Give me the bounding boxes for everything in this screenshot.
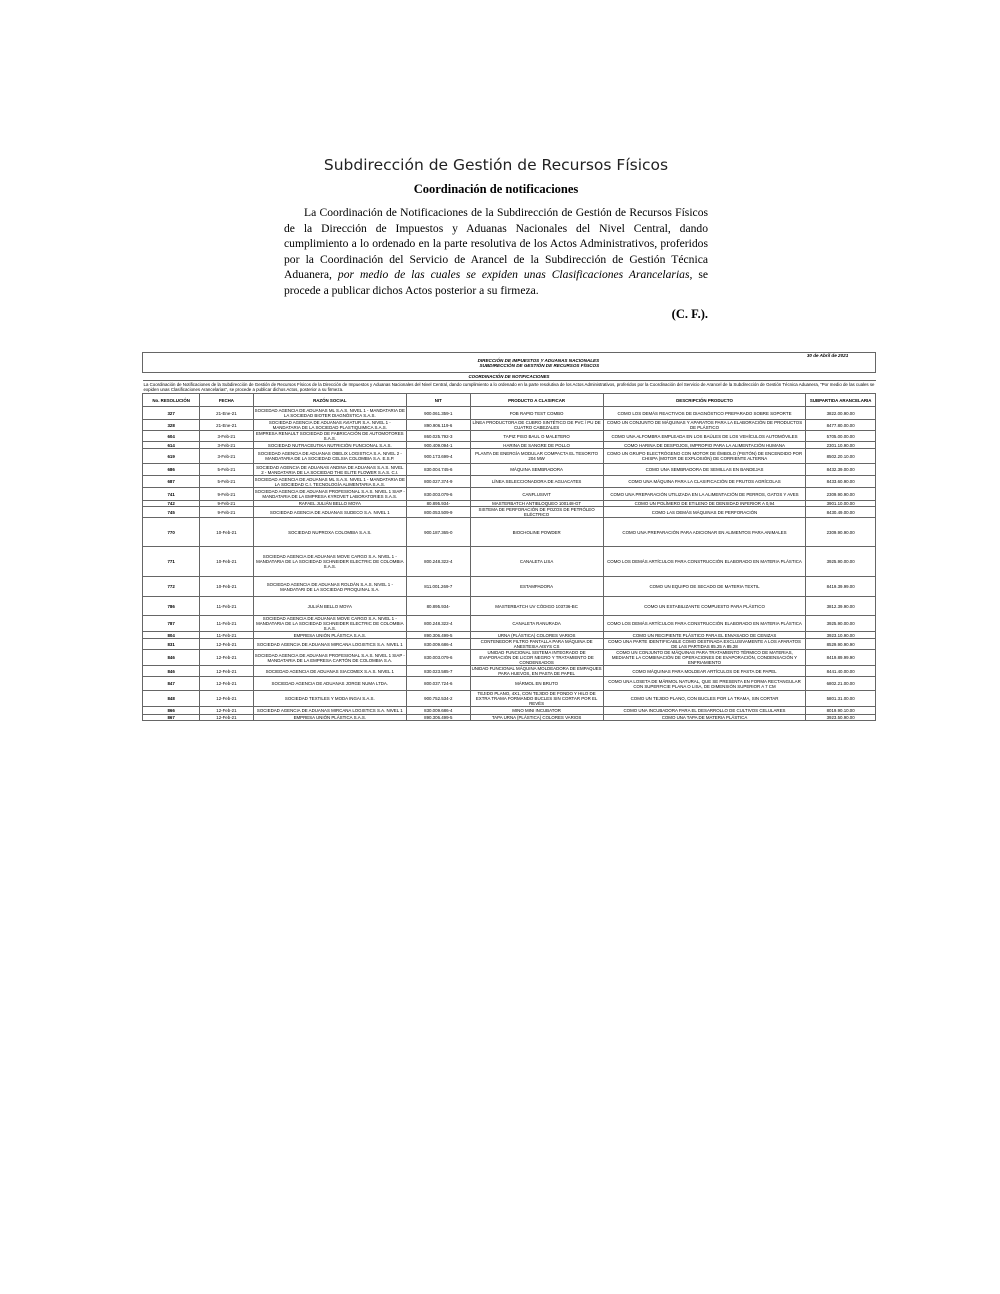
cell-company: SOCIEDAD AGENCIA DE ADUANAS MOVE CARGO S.A. NIVEL 1 - MANDATARIA DE LA SOCIEDAD SCHNEIDER ELECTRIC DE COLOMBIA S.A.S. — [253, 547, 407, 577]
header-date: FECHA — [200, 394, 253, 407]
cell-description: COMO UNA LOSETA DE MÁRMOL NATURAL, QUE SE PRESENTA EN FORMA RECTANGULAR CON SUPERFICIE PLANA O LISA, DE DIMENSIÓN SUPERIOR A 7 CM — [603, 677, 806, 691]
cell-nit: 800.053.509-9 — [407, 507, 470, 518]
cell-subheading: 8432.39.00.00 — [806, 464, 876, 476]
cell-description: COMO UNA MÁQUINA PARA LA CLASIFICACIÓN DE FRUTOS AGRÍCOLAS — [603, 476, 806, 488]
cell-product: UNIDAD FUNCIONAL MÁQUINA MOLDEADORA DE EMPAQUES PARA HUEVOS, EN PASTA DE PAPEL — [471, 666, 602, 676]
cell-date: 10-Feb-21 — [200, 518, 253, 547]
cell-subheading: 3925.90.00.00 — [806, 616, 876, 632]
cell-nit: 830.003.079-6 — [407, 650, 470, 666]
table-intro-row — [143, 381, 876, 394]
cell-company: SOCIEDAD AGENCIA DE ADUANAS MIRCANA LOGISTICS S.A. NIVEL 1 — [253, 639, 407, 650]
table-row — [143, 507, 876, 518]
cell-subheading: 8019.90.10.00 — [806, 707, 876, 715]
table-row — [143, 449, 876, 464]
cell-date: 12-Feb-21 — [200, 691, 253, 707]
cell-company: SOCIEDAD AGENCIA DE ADUANAS PROFESIONAL S.A.S. NIVEL 1 SIAP - MANDATARIA DE LA EMPRESA KYROVET LABORATORIES S.A.S. — [254, 489, 405, 499]
cell-date: 12-Feb-21 — [200, 650, 253, 666]
cell-subheading: 8419.39.99.00 — [806, 577, 876, 597]
cell-resolution: 614 — [143, 442, 200, 449]
section-title: Subdirección de Gestión de Recursos Físicos — [323, 156, 669, 174]
cell-date: 11-Feb-21 — [200, 597, 253, 616]
cell-company: SOCIEDAD NUPROXA COLOMBIA S.A.S. — [253, 518, 407, 547]
cell-subheading: 2309.90.90.00 — [806, 518, 876, 547]
paragraph-italic: por medio de las cuales se expiden unas Clasificaciones Arancelarias, — [337, 268, 693, 282]
cell-nit: 890.306.499-5 — [407, 715, 470, 721]
cell-product: FOB RAPID TEST COMBO — [470, 407, 603, 420]
table-row — [143, 420, 876, 431]
resolutions-table — [142, 352, 876, 721]
cell-nit: 900.061.359-1 — [407, 407, 470, 420]
table-subtitle: COORDINACIÓN DE NOTIFICACIONES — [143, 373, 876, 381]
cell-product: BIOCHOLINE POWDER — [470, 518, 603, 547]
cell-resolution: 867 — [143, 715, 200, 721]
cell-resolution: 846 — [143, 650, 200, 666]
cell-date: 11-Feb-21 — [200, 632, 253, 639]
cell-nit: 830.009.686-4 — [407, 639, 470, 650]
cell-subheading: 5705.00.00.00 — [806, 431, 876, 442]
cell-resolution: 846 — [143, 666, 200, 677]
cell-resolution: 804 — [143, 632, 200, 639]
cell-subheading: 3901.10.00.00 — [806, 501, 876, 507]
cell-product: CONTENEDOR FILTRO PANTALLA PARA MÁQUINA DE ANESTESIA AISYS CS — [470, 639, 603, 650]
cell-description: COMO UNA PREPARACIÓN UTILIZADA EN LA ALIMENTACIÓN DE PERROS, GATOS Y AVES — [603, 488, 806, 501]
cell-description: COMO UN RECIPIENTE PLÁSTICO PARA EL ENVASADO DE CENIZAS — [603, 632, 806, 639]
table-row — [143, 518, 876, 547]
cell-date: 12-Feb-21 — [200, 715, 253, 721]
cell-resolution: 745 — [143, 507, 200, 518]
cell-description: COMO UN POLÍMERO DE ETILENO DE DENSIDAD INFERIOR A 0,94 — [603, 501, 806, 507]
cell-product: CANALETA RANURADA — [470, 616, 603, 632]
cell-company: SOCIEDAD NUTRACEUTIKA NUTRICIÓN FUNCIONAL S.A.S. — [253, 442, 407, 449]
cell-nit: 900.173.699-4 — [407, 449, 470, 464]
table-row — [143, 666, 876, 677]
cell-date: 9-Feb-21 — [200, 501, 253, 507]
cell-product: LÍNEA SELECCIONADORA DE AGUACATES — [470, 476, 603, 488]
cell-date: 3-Feb-21 — [200, 449, 253, 464]
header-description: DESCRIPCIÓN PRODUCTO — [603, 394, 806, 407]
cell-description: COMO LAS DEMÁS MÁQUINAS DE PERFORACIÓN — [603, 507, 806, 518]
table-row — [143, 476, 876, 488]
subsection-title: Coordinación de notificaciones — [413, 182, 579, 196]
cell-subheading: 2309.90.90.00 — [806, 488, 876, 501]
cell-subheading: 3923.10.90.00 — [806, 632, 876, 639]
cell-company: SOCIEDAD AGENCIA DE ADUANAS ANDINA DE ADUANAS S.A.S. NIVEL 2 - MANDATARIA DE LA SOCIEDAD THE ELITE FLOWER S.A.S. C.I. — [253, 464, 407, 476]
header-company: RAZÓN SOCIAL — [253, 394, 407, 407]
cell-nit: 80.895.934- — [407, 501, 470, 507]
cell-company: SOCIEDAD AGENCIA DE ADUANAS SUDECO S.A. NIVEL 1 — [253, 507, 407, 518]
table-title-line2: SUBDIRECCIÓN DE GESTIÓN DE RECURSOS FÍSICOS — [479, 362, 600, 368]
cell-subheading: 8441.40.00.00 — [806, 666, 876, 677]
cell-description: COMO UN CONJUNTO DE MÁQUINAS Y APARATOS PARA LA ELABORACIÓN DE PRODUCTOS DE PLÁSTICO — [603, 420, 806, 431]
cell-date: 12-Feb-21 — [200, 639, 253, 650]
cell-product: LÍNEA PRODUCTORA DE CUBRO SINTÉTICO DE PVC / PU DE CUATRO CABEZALES — [470, 420, 603, 431]
cell-company: EMPRESA UNIÓN PLÁSTICA S.A.S. — [253, 715, 407, 721]
cell-company: RAFAEL JULIÁN BELLO MOYA — [253, 501, 407, 507]
cell-description: COMO MÁQUINAS PARA MOLDEAR ARTÍCULOS DE PASTA DE PAPEL — [603, 666, 806, 677]
cell-description: COMO HARINA DE DESPOJOS, IMPROPIO PARA LA ALIMENTACIÓN HUMANA — [603, 442, 806, 449]
cell-date: 21-Ene-21 — [200, 407, 253, 420]
cell-resolution: 327 — [143, 407, 200, 420]
table-date: 30 de Abril de 2021 — [806, 353, 876, 373]
cell-company: SOCIEDAD AGENCIA DE ADUANAS ML S.A.S. NIVEL 1 - MANDATARIA DE LA SOCIEDAD C.I. TECNOLOGÍA ALIMENTARIA S.A.S. — [254, 476, 405, 487]
cell-description: COMO UN GRUPO ELECTRÓGENO CON MOTOR DE ÉMBOLO (PISTÓN) DE ENCENDIDO POR CHISPA (MOTOR DE EXPLOSIÓN) DE CORRIENTE ALTERNA — [603, 449, 806, 464]
table-row — [143, 632, 876, 639]
cell-product: ESTAMPADORA — [470, 577, 603, 597]
cell-resolution: 619 — [143, 449, 200, 464]
paragraph-end: se procede a publicar dichos Actos posterior a su firmeza. — [284, 268, 708, 297]
cell-resolution: 687 — [143, 476, 200, 488]
table-intro: La Coordinación de Notificaciones de la Subdirección de Gestión de Recursos Físicos de la Dirección de Impuestos y Aduanas Nacionales del Nivel Central, dando cumplimiento a lo ordenado en la parte resolutiva de los Actos Administrativos, proferidos por la Coordinación del Servicio de Arancel de la Subdirección de Gestión Técnica Aduanera, "Por medio de las cuales se expiden unas Clasificaciones Arancelarias", se procede a publicar dichos Actos, posterior a su firmeza. — [143, 382, 875, 392]
cell-resolution: 686 — [143, 464, 200, 476]
table-row — [143, 577, 876, 597]
cell-company: SOCIEDAD TEXTILES Y MODA INGAI S.A.S. — [253, 691, 407, 707]
cell-company: SOCIEDAD AGENCIA DE ADUANAS MIRCANA LOGISTICS S.A. NIVEL 1 — [253, 707, 407, 715]
cell-resolution: 771 — [143, 547, 200, 577]
cell-date: 5-Feb-21 — [200, 476, 253, 488]
header-nit: NIT — [407, 394, 470, 407]
cell-nit: 890.306.499-5 — [407, 632, 470, 639]
cell-description: COMO UNA TAPA DE MATERIA PLÁSTICA — [603, 715, 806, 721]
cell-company: SOCIEDAD AGENCIA DE ADUANAS ML S.A.S. NIVEL 1 - MANDATARIA DE LA SOCIEDAD BIOTER DIAGNÓSTICA S.A.S. — [254, 408, 405, 418]
header-product: PRODUCTO A CLASIFICAR — [470, 394, 603, 407]
cell-subheading: 3925.90.00.00 — [806, 547, 876, 577]
cell-date: 12-Feb-21 — [200, 707, 253, 715]
signature: (C. F.). — [671, 306, 708, 321]
table-row — [143, 488, 876, 501]
table-row — [143, 407, 876, 420]
cell-subheading: 8529.90.90.90 — [806, 639, 876, 650]
cell-company: SOCIEDAD AGENCIA DE ADUANAS SIACOMEX S.A.S. NIVEL 1 — [253, 666, 407, 677]
cell-company: SOCIEDAD AGENCIA DE ADUANAS MOVE CARGO S.A. NIVEL 1 - MANDATARIA DE LA SOCIEDAD SCHNEIDER ELECTRIC DE COLOMBIA S.A.S. — [253, 616, 407, 632]
cell-resolution: 772 — [143, 577, 200, 597]
cell-product: MINO MINI INCUBATOR — [470, 707, 603, 715]
table-row — [143, 431, 876, 442]
cell-company: SOCIEDAD AGENCIA DE ADUANAS PROFESIONAL S.A.S. NIVEL 1 SIAP - MANDATARIA DE LA EMPRESA CARTÓN DE COLOMBIA S.A. — [253, 650, 407, 666]
table-row — [143, 597, 876, 616]
cell-product: MASTERBATCH UV CÓDIGO 103736-BC — [470, 597, 603, 616]
table-row — [143, 707, 876, 715]
table-header-row — [143, 394, 876, 407]
cell-description: COMO LOS DEMÁS ARTÍCULOS PARA CONSTRUCCIÓN ELABORADO EN MATERIA PLÁSTICA — [603, 547, 806, 577]
cell-description: COMO UN CONJUNTO DE MÁQUINAS PARA TRATAMIENTO TÉRMICO DE MATERIAS, MEDIANTE LA COMBINACIÓN DE OPERACIONES DE EVAPORACIÓN, CONDENSACIÓN Y ENFRIAMIENTO — [603, 650, 806, 666]
cell-resolution: 847 — [143, 677, 200, 691]
cell-product: MÁQUINA SEMBRADORA — [470, 464, 603, 476]
cell-resolution: 786 — [143, 597, 200, 616]
table-row — [143, 691, 876, 707]
cell-description: COMO UNA PREPARACIÓN PARA ADICIONAR EN ALIMENTOS PARA ANIMALES — [603, 518, 806, 547]
cell-nit: 900.409.094-1 — [407, 442, 470, 449]
heading — [284, 156, 708, 322]
cell-nit: 800.248.322-4 — [407, 547, 470, 577]
cell-description: COMO UNA ALFOMBRA EMPLEADA EN LOS BAÚLES DE LOS VEHÍCULOS AUTOMÓVILES — [603, 431, 806, 442]
cell-description: COMO UN TEJIDO PLANO, CON BUCLES POR LA TRAMA, SIN CORTAR — [603, 691, 806, 707]
cell-resolution: 328 — [143, 420, 200, 431]
cell-description: COMO UNA PARTE IDENTIFICABLE COMO DESTINADA EXCLUSIVAMENTE A LOS APARATOS DE LAS PARTIDAS 85.25 A 85.28 — [603, 639, 806, 650]
cell-description: COMO UN EQUIPO DE SECADO DE MATERIA TEXTIL — [603, 577, 806, 597]
cell-description: COMO UNA INCUBADORA PARA EL DESARROLLO DE CULTIVOS CELULARES — [603, 707, 806, 715]
cell-nit: 830.023.585-7 — [407, 666, 470, 677]
cell-nit: 800.248.322-4 — [407, 616, 470, 632]
cell-subheading: 3822.00.90.00 — [806, 407, 876, 420]
table-row — [143, 547, 876, 577]
cell-company: SOCIEDAD AGENCIA DE ADUANAS ROLDÁN S.A.S. NIVEL 1 - MANDATARI DE LA SOCIEDAD PROQUINAL S.A. — [253, 577, 407, 597]
cell-company: JULIÁN BELLO MOYA — [253, 597, 407, 616]
cell-subheading: 8433.60.90.00 — [806, 476, 876, 488]
table-title — [143, 353, 604, 373]
cell-product: HARINA DE SANGRE DE POLLO — [470, 442, 603, 449]
table-title-line1: DIRECCIÓN DE IMPUESTOS Y ADUANAS NACIONALES — [477, 357, 600, 363]
cell-description: COMO UNA SEMBRADORA DE SEMILLAS EN BANDEJAS — [603, 464, 806, 476]
cell-company: SOCIEDAD AGENCIA DE ADUANAS OBELIX LOGISTICA S.A. NIVEL 2 - MANDATARIA DE LA SOCIEDAD CELSIA COLOMBIA S.A. E.S.P. — [253, 449, 407, 464]
cell-nit: 830.009.686-4 — [407, 707, 470, 715]
cell-nit: 900.187.365-0 — [407, 518, 470, 547]
cell-nit: 830.003.079-6 — [407, 488, 470, 501]
cell-product: CANALETA LISA — [470, 547, 603, 577]
cell-company: SOCIEDAD AGENCIA DE ADUANAS AVIATUR S.A. NIVEL 1 - MANDATARIA DE LA SOCIEDAD PLASTIQUIMICA S.A.S. — [253, 420, 407, 431]
cell-resolution: 831 — [143, 639, 200, 650]
resolutions-table-container — [142, 352, 876, 721]
cell-subheading: 3923.50.90.00 — [806, 715, 876, 721]
cell-resolution: 787 — [143, 616, 200, 632]
cell-date: 12-Feb-21 — [200, 677, 253, 691]
cell-subheading: 8430.49.00.00 — [806, 507, 876, 518]
cell-subheading: 8502.20.10.00 — [806, 449, 876, 464]
table-body — [143, 353, 876, 721]
cell-date: 12-Feb-21 — [200, 666, 253, 677]
cell-resolution: 866 — [143, 707, 200, 715]
cell-description: COMO UN ESTABILIZANTE COMPUESTO PARA PLÁSTICO — [603, 597, 806, 616]
header-subheading: SUBPARTIDA ARANCELARIA — [806, 394, 876, 407]
cell-product: TAPIZ PISO BAUL O MALETERO — [470, 431, 603, 442]
paragraph-start: La Coordinación de Notificaciones de la Subdirección de Gestión de Recursos Físicos de la Dirección de Impuestos y Aduanas Nacionales del Nivel Central, dando cumplimiento a lo ordenado en la parte resolutiva de los Actos Administrativos, proferidos por la Coordinación del Servicio de Arancel de la Subdirección de Gestión Técnica Aduanera, — [284, 206, 708, 282]
cell-company: EMPRESA RENAULT SOCIEDAD DE FABRICACIÓN DE AUTOMOTORES S.A.S. — [253, 431, 407, 442]
cell-date: 21-Ene-21 — [200, 420, 253, 431]
cell-date: 10-Feb-21 — [200, 547, 253, 577]
table-row — [143, 650, 876, 666]
cell-description: COMO LOS DEMÁS REACTIVOS DE DIAGNÓSTICO PREPARADO SOBRE SOPORTE — [603, 407, 806, 420]
cell-subheading: 8477.80.00.00 — [806, 420, 876, 431]
cell-subheading: 3812.39.90.00 — [806, 597, 876, 616]
table-row — [143, 677, 876, 691]
cell-resolution: 848 — [143, 691, 200, 707]
cell-company: SOCIEDAD AGENCIA DE ADUANAS JORGE NUMA LTDA. — [253, 677, 407, 691]
cell-nit: 811.001.269-7 — [407, 577, 470, 597]
cell-product: TAPA URNA (PLÁSTICA) COLORES VARIOS — [470, 715, 603, 721]
table-row — [143, 442, 876, 449]
table-subtitle-row — [143, 373, 876, 381]
cell-resolution: 604 — [143, 431, 200, 442]
table-row — [143, 715, 876, 721]
intro-paragraph — [284, 205, 708, 299]
cell-product: MÁRMOL EN BRUTO — [470, 677, 603, 691]
cell-product: SISTEMA DE PERFORACIÓN DE POZOS DE PETRÓLEO ELÉCTRICO — [470, 507, 603, 518]
cell-subheading: 2301.10.90.00 — [806, 442, 876, 449]
table-row — [143, 464, 876, 476]
cell-resolution: 742 — [143, 501, 200, 507]
cell-nit: 800.037.724-6 — [407, 677, 470, 691]
cell-subheading: 8419.89.99.90 — [806, 650, 876, 666]
cell-nit: 860.025.792-3 — [407, 431, 470, 442]
cell-date: 9-Feb-21 — [200, 488, 253, 501]
table-row — [143, 616, 876, 632]
cell-date: 5-Feb-21 — [200, 464, 253, 476]
cell-resolution: 741 — [143, 488, 200, 501]
cell-product: TEJIDO PLANO, 4X1, CON TEJIDO DE FONDO Y HILO DE EXTRA TRAMA FORMANDO BUCLES SIN CORTAR POR EL REVÉS — [470, 691, 603, 707]
cell-description: COMO LOS DEMÁS ARTÍCULOS PARA CONSTRUCCIÓN ELABORADO EN MATERIA PLÁSTICA — [603, 616, 806, 632]
cell-nit: 900.752.534-2 — [407, 691, 470, 707]
cell-date: 3-Feb-21 — [200, 442, 253, 449]
cell-date: 3-Feb-21 — [200, 431, 253, 442]
cell-subheading: 5801.31.00.00 — [806, 691, 876, 707]
cell-nit: 800.027.374-9 — [407, 476, 470, 488]
cell-product: PLANTA DE ENERGÍA MODULAR COMPACTA EL TESORITO 204 MW — [470, 449, 603, 464]
cell-date: 11-Feb-21 — [200, 616, 253, 632]
cell-nit: 80.895.934- — [407, 597, 470, 616]
cell-nit: 830.004.745-6 — [407, 464, 470, 476]
cell-nit: 890.906.119-6 — [407, 420, 470, 431]
cell-product: UNIDAD FUNCIONAL SISTEMA INTEGRADO DE EVAPORACIÓN DE LICOR NEGRO Y TRATAMIENTO DE CONDENSADOS — [470, 650, 603, 666]
cell-date: 9-Feb-21 — [200, 507, 253, 518]
cell-date: 10-Feb-21 — [200, 577, 253, 597]
header-resolution: No. RESOLUCIÓN — [143, 394, 200, 407]
cell-resolution: 770 — [143, 518, 200, 547]
cell-product: MASTERBATCH ANTIBLOQUEO 100148-GT — [470, 501, 603, 507]
cell-company: EMPRESA UNIÓN PLÁSTICA S.A.S. — [253, 632, 407, 639]
cell-subheading: 6802.21.00.00 — [806, 677, 876, 691]
table-row — [143, 639, 876, 650]
table-title-row — [143, 353, 876, 373]
cell-product: URNA (PLÁSTICA) COLORES VARIOS — [470, 632, 603, 639]
cell-product: CANFLUSIVIT — [470, 488, 603, 501]
